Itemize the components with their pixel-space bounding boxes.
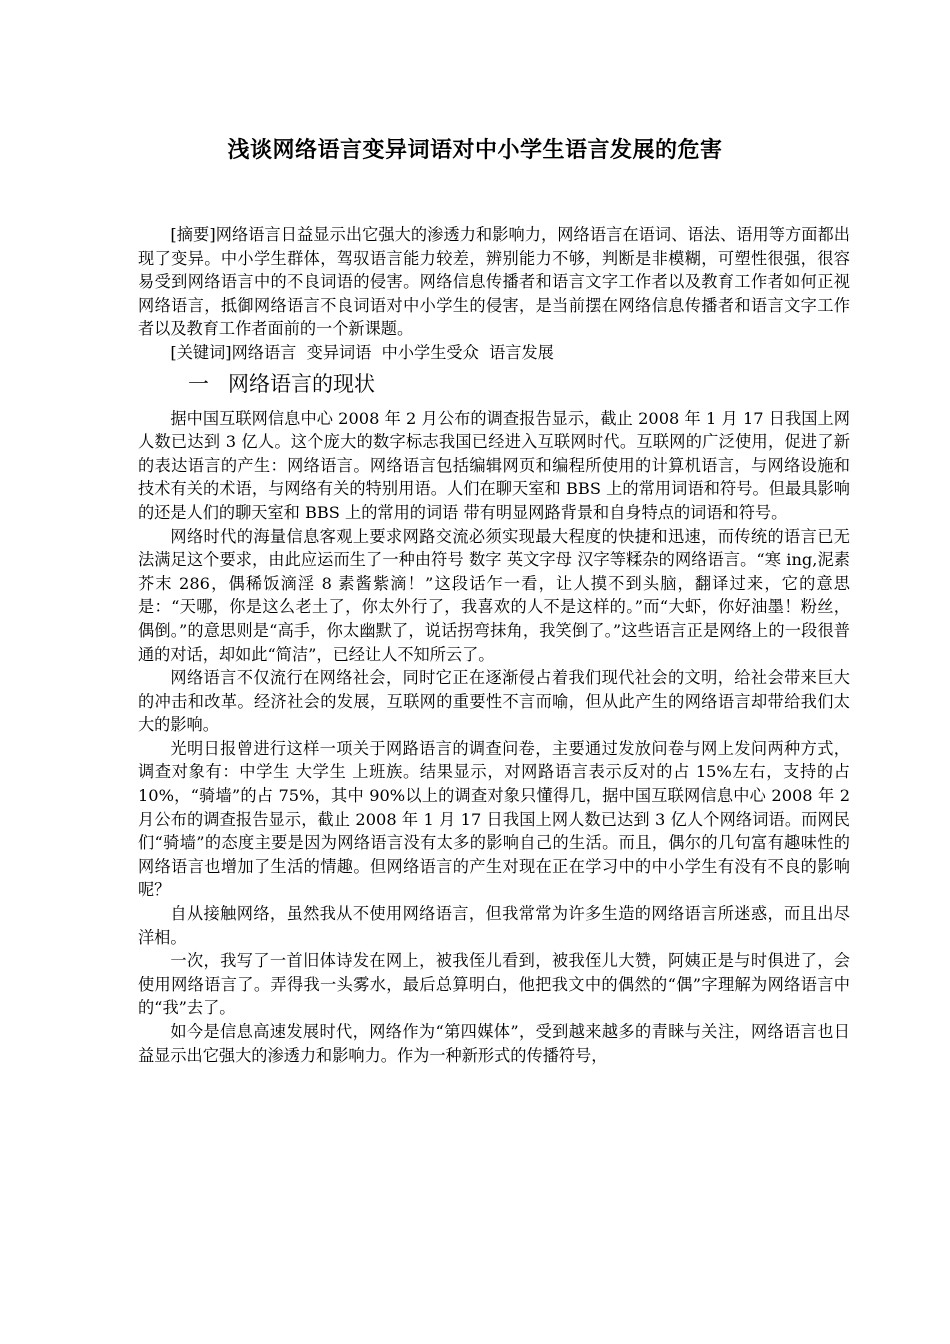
- section-number: 一: [188, 371, 209, 396]
- keywords-paragraph: [138, 341, 850, 365]
- keywords-text: 网络语言 变异词语 中小学生受众 语言发展: [231, 342, 554, 362]
- section-heading: [138, 370, 850, 398]
- abstract-text: 网络语言日益显示出它强大的渗透力和影响力，网络语言在语词、语法、语用等方面都出现了变异。中小学生群体，驾驭语言能力较差，辨别能力不够，判断是非模糊，可塑性很强，很容易受到网络语言中的不良词语的侵害。网络信息传播者和语言文字工作者以及教育工作者如何正视网络语言，抵御网络语言不良词语对中小学生的侵害，是当前摆在网络信息传播者和语言文字工作者以及教育工作者面前的一个新课题。: [138, 225, 850, 339]
- body-paragraph: 光明日报曾进行这样一项关于网路语言的调查问卷，主要通过发放问卷与网上发问两种方式，调查对象有：中学生 大学生 上班族。结果显示，对网路语言表示反对的占 15%左右，支持的占 10%，“骑墙”的占 75%，其中 90%以上的调查对象只懂得几，据中国互联网信息中心 2008 年 2 月公布的调查报告显示，截止 2008 年 1 月 17 日我国上网人数已达到 3 亿人个网络词语。而网民们“骑墙”的态度主要是因为网络语言没有太多的影响自己的生活。而且，偶尔的几句富有趣味性的网络语言也增加了生活的情趣。但网络语言的产生对现在正在学习中的中小学生有没有不良的影响呢？: [138, 738, 850, 900]
- keywords-label: [关键词]: [170, 342, 232, 362]
- body-paragraph: 一次，我写了一首旧体诗发在网上，被我侄儿看到，被我侄儿大赞，阿姨正是与时俱进了，会使用网络语言了。弄得我一头雾水，最后总算明白，他把我文中的偶然的“偶”字理解为网络语言中的“我”去了。: [138, 951, 850, 1018]
- section-title: 网络语言的现状: [228, 371, 375, 396]
- body-paragraph: 据中国互联网信息中心 2008 年 2 月公布的调查报告显示，截止 2008 年 1 月 17 日我国上网人数已达到 3 亿人。这个庞大的数字标志我国已经进入互联网时代。互联网的广泛使用，促进了新的表达语言的产生：网络语言。网络语言包括编辑网页和编程所使用的计算机语言，与网络设施和技术有关的术语，与网络有关的特别用语。人们在聊天室和 BBS 上的常用词语和符号。但最具影响的还是人们的聊天室和 BBS 上的常用的词语 带有明显网路背景和自身特点的词语和符号。: [138, 408, 850, 522]
- document-title: 浅谈网络语言变异词语对中小学生语言发展的危害: [227, 138, 723, 163]
- abstract-label: [摘要]: [170, 225, 216, 244]
- abstract-paragraph: [138, 223, 850, 341]
- body-paragraph: 自从接触网络，虽然我从不使用网络语言，但我常常为许多生造的网络语言所迷惑，而且出尽洋相。: [138, 904, 850, 947]
- body-paragraph: 网络语言不仅流行在网络社会，同时它正在逐渐侵占着我们现代社会的文明，给社会带来巨大的冲击和改革。经济社会的发展，互联网的重要性不言而喻，但从此产生的网络语言却带给我们太大的影响。: [138, 668, 850, 735]
- document-body: [138, 223, 850, 1067]
- body-paragraph: 网络时代的海量信息客观上要求网路交流必须实现最大程度的快捷和迅速，而传统的语言已无法满足这个要求，由此应运而生了一种由符号 数字 英文字母 汉字等糅杂的网络语言。“寒 ing,泥素芥末 286，偶稀饭滴淫 8 素酱紫滴！”这段话乍一看，让人摸不到头脑，翻译过来，它的意思是：“天哪，你是这么老土了，你太外行了，我喜欢的人不是这样的。”而“大虾，你好油墨！粉丝，偶倒。”的意思则是“高手，你太幽默了，说话拐弯抹角，我笑倒了。”这些语言正是网络上的一段很普通的对话，却如此“简洁”，已经让人不知所云了。: [138, 526, 850, 664]
- body-paragraph: 如今是信息高速发展时代，网络作为“第四媒体”，受到越来越多的青睐与关注，网络语言也日益显示出它强大的渗透力和影响力。作为一种新形式的传播符号，: [138, 1022, 850, 1065]
